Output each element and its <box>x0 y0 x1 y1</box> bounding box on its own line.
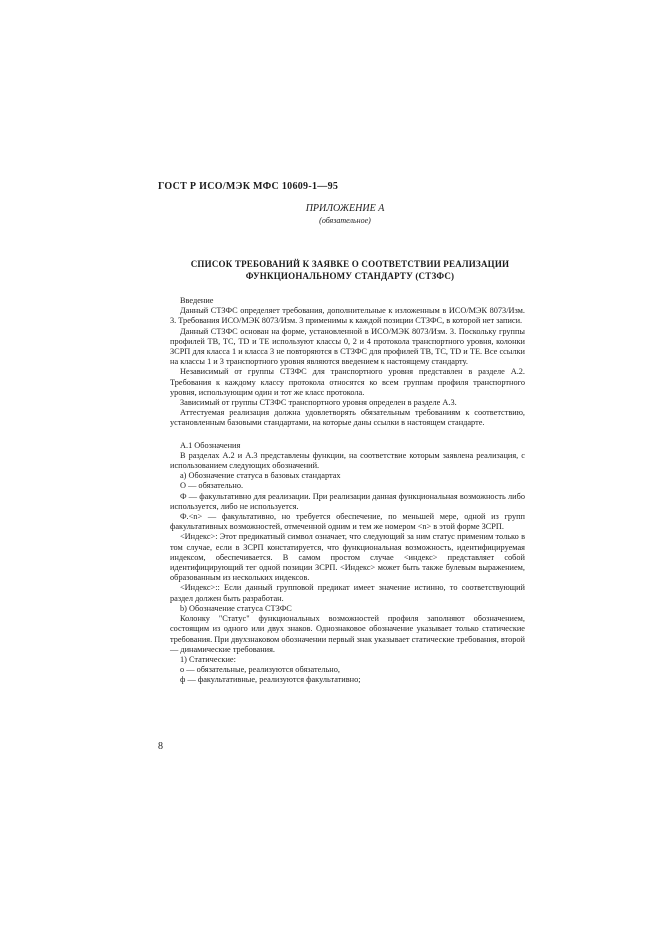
paragraph: Аттестуемая реализация должна удовлетворять обязательным требованиям к соответствию, установленным базовыми стандартами, на которые даны ссылки в настоящем стандарте. <box>170 408 525 428</box>
appendix-subtitle: (обязательное) <box>319 216 371 225</box>
paragraph: В разделах А.2 и А.3 представлены функции, на соответствие которым заявлена реализация, с использованием следующих обозначений. <box>170 450 525 471</box>
paragraph: Колонку "Статус" функциональных возможностей профиля заполняют обозначением, состоящим из одного или двух знаков. Однознаковое обозначение указывает только статические требования. При двухзнаковом обозначении первый знак указывает статические требования, второй — динамические требования. <box>170 614 525 654</box>
paragraph: Зависимый от группы СТЗФС транспортного уровня определен в разделе А.3. <box>180 398 457 408</box>
section-heading-a1: А.1 Обозначения <box>180 440 241 450</box>
paragraph: Данный СТЗФС определяет требования, дополнительные к изложенным в ИСО/МЭК 8073/Изм. 3. Требования ИСО/МЭК 8073/Изм. 3 применимы к каждой позиции СТЗФС, в которой нет записи. <box>170 306 525 326</box>
list-item: Ф.<n> — факультативно, но требуется обеспечение, по меньшей мере, одной из групп факультативных возможностей, отмеченной одним и тем же номером <n> в этой форме ЗСРП. <box>170 512 525 532</box>
list-item: 1) Статические: <box>180 654 236 664</box>
list-item: b) Обозначение статуса СТЗФС <box>180 603 292 613</box>
list-item: Ф — факультативно для реализации. При реализации данная функциональная возможность либо используется, либо не используется. <box>170 491 525 511</box>
list-item: а) Обозначение статуса в базовых стандартах <box>180 471 341 481</box>
paragraph: Независимый от группы СТЗФС для транспортного уровня представлен в разделе А.2. Требования к каждому классу протокола относятся ко всем группам профиля транспортного уровня, использующим один и тот же класс протокола. <box>170 367 525 397</box>
intro-heading: Введение <box>180 296 214 305</box>
list-item: О — обязательно. <box>180 481 244 491</box>
appendix-title: ПРИЛОЖЕНИЕ А <box>305 203 385 214</box>
paragraph: Данный СТЗФС основан на форме, установленной в ИСО/МЭК 8073/Изм. 3. Поскольку группы профилей ТВ, ТС, TD и ТЕ используют классы 0, 2 и 4 протокола транспортного уровня, колонки ЗСРП для класса 1 и класса 3 не повторяются в СТЗФС для профилей ТВ, ТС, TD и ТЕ. Все ссылки на классы 1 и 3 транспортного уровня являются введением к настоящему стандарту. <box>170 326 525 367</box>
list-item: <Индекс>:: Если данный групповой предикат имеет значение истинно, то соответствующий раздел должен быть разработан. <box>170 583 525 603</box>
appendix-heading <box>290 203 400 227</box>
document-title <box>170 258 530 282</box>
body-text <box>170 296 525 686</box>
list-item: ф — факультативные, реализуются факультативно; <box>180 675 361 685</box>
document-title-line-2: ФУНКЦИОНАЛЬНОМУ СТАНДАРТУ (СТЗФС) <box>245 271 455 281</box>
standard-header: ГОСТ Р ИСО/МЭК МФС 10609-1—95 <box>158 181 339 192</box>
list-item: о — обязательные, реализуются обязательно, <box>180 665 340 675</box>
document-title-line-1: СПИСОК ТРЕБОВАНИЙ К ЗАЯВКЕ О СООТВЕТСТВИИ РЕАЛИЗАЦИИ <box>190 259 510 269</box>
list-item: <Индекс>: Этот предикатный символ означает, что следующий за ним статус применим только в том случае, если в ЗСРП констатируется, что функциональная возможность, идентифицируемая индексом, обеспечивается. В самом простом случае <индекс> представляет собой идентифицирующий тег одной позиции ЗСРП. <Индекс> может быть также булевым выражением, образованным из нескольких индексов. <box>170 532 525 583</box>
page-number: 8 <box>158 741 163 752</box>
